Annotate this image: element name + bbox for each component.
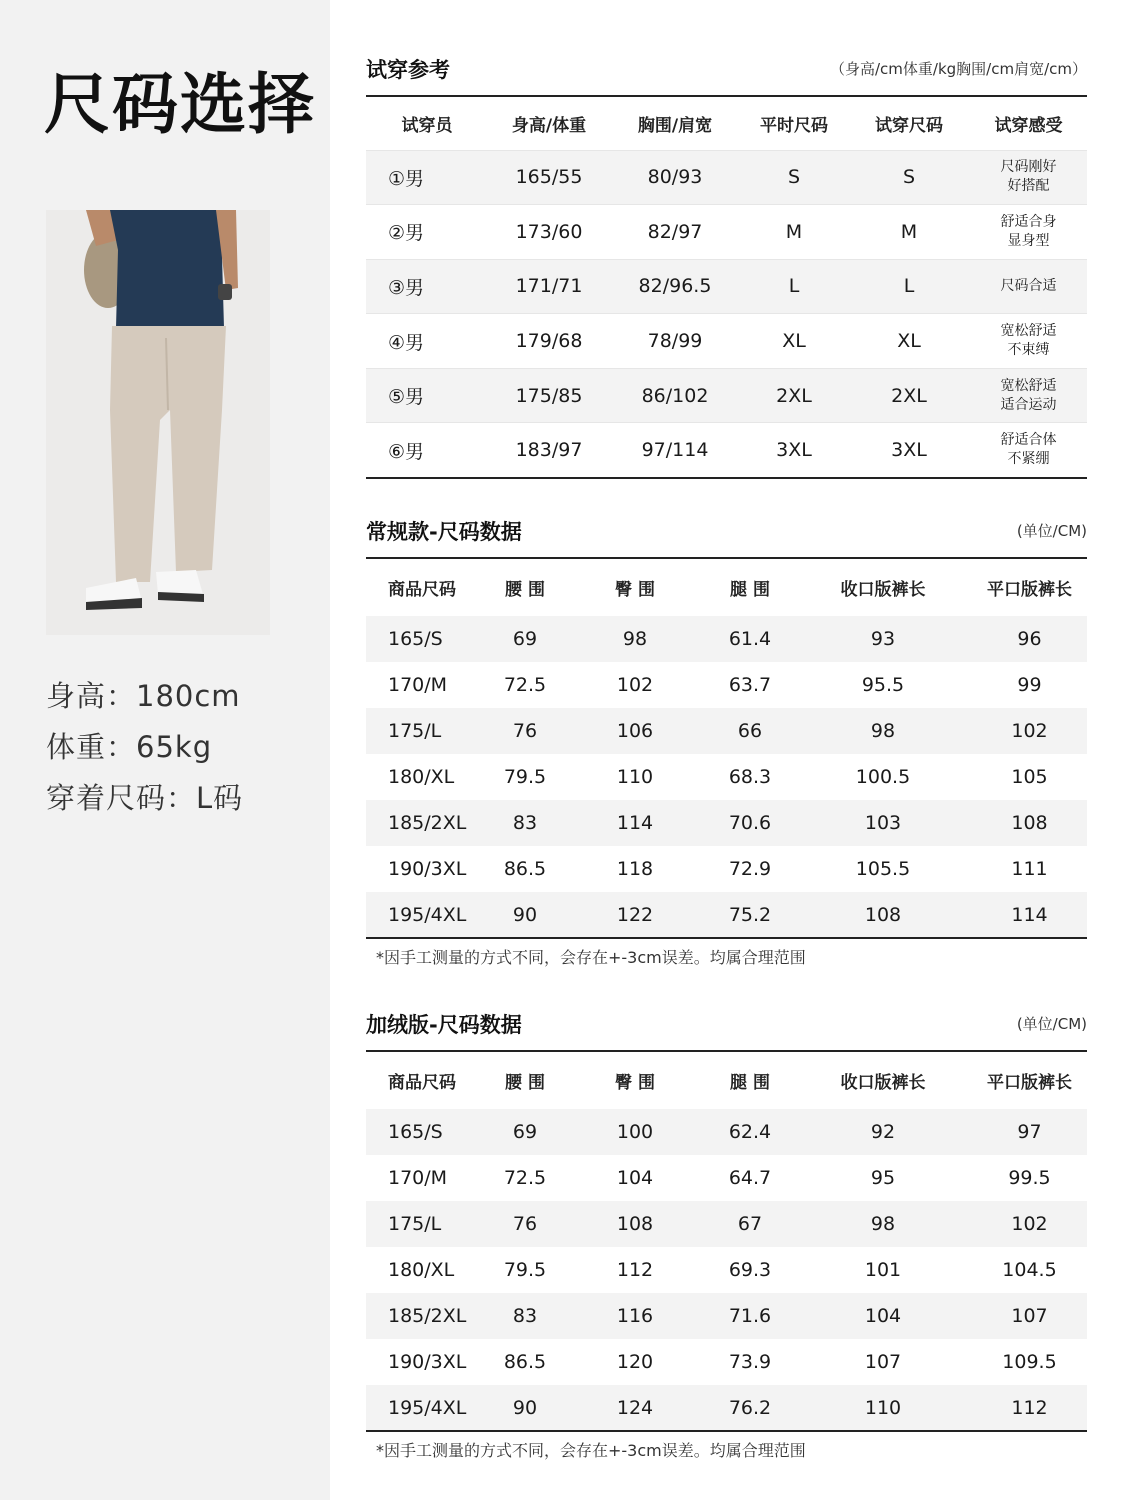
model-size: 穿着尺码：L码	[46, 781, 244, 815]
table-row	[366, 1293, 1087, 1339]
straight-length-cell: 96	[972, 616, 1087, 662]
fleece-unit: (单位/CM)	[1016, 1015, 1087, 1033]
cuffed-length-cell: 92	[794, 1109, 972, 1155]
regular-title: 常规款-尺码数据	[366, 520, 522, 544]
header-cell: 腿 围	[730, 580, 770, 600]
usual-size-cell: 3XL	[740, 423, 848, 478]
header-cell: 收口版裤长	[840, 580, 926, 600]
feeling-cell	[970, 205, 1087, 260]
tried-size-cell: 2XL	[848, 368, 970, 423]
hip-cell: 122	[564, 892, 706, 938]
hip-cell: 110	[616, 766, 654, 788]
tester-cell: ⑥男	[366, 423, 488, 478]
size-cell: 195/4XL	[366, 1385, 486, 1431]
feeling-line: 舒适合体	[1000, 432, 1057, 449]
feeling-cell	[970, 314, 1087, 369]
feeling-cell	[970, 368, 1087, 423]
table-row	[366, 259, 1087, 314]
header-cell: 试穿尺码	[875, 115, 943, 136]
feeling-line: 不紧绷	[1007, 451, 1050, 468]
straight-length-cell: 108	[972, 800, 1087, 846]
size-cell: 175/L	[366, 708, 486, 754]
header-cell: 收口版裤长	[840, 1073, 926, 1093]
table-row	[366, 846, 1087, 892]
straight-length-cell: 114	[972, 892, 1087, 938]
size-cell: 180/XL	[388, 766, 455, 788]
usual-size-cell: M	[740, 205, 848, 260]
waist-cell: 76	[486, 708, 564, 754]
thigh-cell: 64.7	[728, 1167, 772, 1189]
table-row	[366, 892, 1087, 938]
straight-length-cell: 104.5	[1002, 1259, 1057, 1281]
hip-cell: 124	[564, 1385, 706, 1431]
thigh-cell: 71.6	[706, 1293, 794, 1339]
table-row	[366, 423, 1087, 478]
table-row	[366, 368, 1087, 423]
hip-cell: 116	[564, 1293, 706, 1339]
thigh-cell: 66	[706, 708, 794, 754]
model-photo	[46, 210, 270, 635]
hip-cell: 100	[564, 1109, 706, 1155]
table-header-row	[366, 558, 1087, 616]
cuffed-length-cell: 110	[794, 1385, 972, 1431]
cuffed-length-cell: 95.5	[861, 674, 905, 696]
waist-cell: 86.5	[503, 858, 547, 880]
table-row	[366, 1247, 1087, 1293]
hip-cell: 112	[616, 1259, 654, 1281]
waist-cell: 83	[486, 800, 564, 846]
size-cell: 190/3XL	[388, 1351, 467, 1373]
thigh-cell: 75.2	[706, 892, 794, 938]
waist-cell: 69	[486, 1109, 564, 1155]
header-cell: 平口版裤长	[987, 580, 1072, 600]
fleece-section-header	[366, 1009, 1087, 1039]
table-row	[366, 708, 1087, 754]
straight-length-cell: 112	[972, 1385, 1087, 1431]
hip-cell: 118	[616, 858, 654, 880]
header-cell: 臀 围	[615, 1073, 655, 1093]
tryon-title: 试穿参考	[366, 58, 450, 82]
thigh-cell: 69.3	[728, 1259, 772, 1281]
waist-cell: 72.5	[503, 674, 547, 696]
cuffed-length-cell: 93	[794, 616, 972, 662]
tried-size-cell: S	[848, 150, 970, 205]
tryon-table	[366, 95, 1087, 479]
table-row	[366, 1339, 1087, 1385]
fleece-size-table	[366, 1050, 1087, 1432]
straight-length-cell: 105	[1011, 766, 1048, 788]
header-cell: 腰 围	[505, 1073, 545, 1093]
table-row	[366, 205, 1087, 260]
height-weight-cell: 173/60	[488, 205, 610, 260]
chest-shoulder-cell: 78/99	[610, 314, 740, 369]
chest-shoulder-cell: 86/102	[610, 368, 740, 423]
size-cell: 165/S	[366, 1109, 486, 1155]
table-header-row	[366, 1051, 1087, 1109]
feeling-line: 显身型	[1007, 232, 1050, 249]
waist-cell: 90	[486, 1385, 564, 1431]
tester-cell: ②男	[366, 205, 488, 260]
waist-cell: 79.5	[503, 766, 547, 788]
tryon-unit: （身高/cm体重/kg胸围/cm肩宽/cm）	[829, 60, 1087, 78]
cuffed-length-cell: 104	[794, 1293, 972, 1339]
thigh-cell: 61.4	[706, 616, 794, 662]
table-row	[366, 754, 1087, 800]
table-row	[366, 314, 1087, 369]
table-row	[366, 1155, 1087, 1201]
thigh-cell: 68.3	[728, 766, 772, 788]
tester-cell: ③男	[366, 259, 488, 314]
table-row	[366, 1201, 1087, 1247]
waist-cell: 79.5	[503, 1259, 547, 1281]
straight-length-cell: 99	[1017, 674, 1042, 696]
tester-cell: ①男	[366, 150, 488, 205]
header-cell: 商品尺码	[388, 1073, 456, 1093]
size-cell: 170/M	[388, 674, 448, 696]
table-row	[366, 616, 1087, 662]
feeling-cell	[970, 259, 1087, 314]
feeling-line: 适合运动	[1000, 396, 1057, 413]
chest-shoulder-cell: 80/93	[610, 150, 740, 205]
regular-note: *因手工测量的方式不同，会存在+-3cm误差。均属合理范围	[376, 948, 806, 967]
thigh-cell: 73.9	[728, 1351, 772, 1373]
header-cell: 商品尺码	[388, 580, 456, 600]
feeling-cell	[970, 150, 1087, 205]
header-cell: 平口版裤长	[987, 1073, 1072, 1093]
thigh-cell: 76.2	[706, 1385, 794, 1431]
sidebar	[0, 0, 330, 1500]
waist-cell: 86.5	[503, 1351, 547, 1373]
tester-cell: ④男	[366, 314, 488, 369]
hip-cell: 106	[564, 708, 706, 754]
page-title: 尺码选择	[44, 66, 316, 143]
feeling-line: 尺码合适	[1000, 277, 1057, 294]
cuffed-length-cell: 101	[864, 1259, 902, 1281]
straight-length-cell: 102	[972, 708, 1087, 754]
size-cell: 195/4XL	[366, 892, 486, 938]
size-cell: 180/XL	[388, 1259, 455, 1281]
straight-length-cell: 102	[972, 1201, 1087, 1247]
hip-cell: 98	[564, 616, 706, 662]
feeling-line: 好搭配	[1007, 178, 1050, 195]
model-info	[46, 676, 243, 829]
fleece-note: *因手工测量的方式不同，会存在+-3cm误差。均属合理范围	[376, 1441, 806, 1460]
usual-size-cell: 2XL	[740, 368, 848, 423]
fleece-title: 加绒版-尺码数据	[366, 1013, 522, 1037]
cuffed-length-cell: 103	[794, 800, 972, 846]
size-cell: 190/3XL	[388, 858, 467, 880]
hip-cell: 102	[616, 674, 654, 696]
hip-cell: 104	[616, 1167, 654, 1189]
waist-cell: 90	[486, 892, 564, 938]
table-row	[366, 662, 1087, 708]
table-row	[366, 800, 1087, 846]
straight-length-cell: 111	[1011, 858, 1048, 880]
cuffed-length-cell: 100.5	[855, 766, 911, 788]
thigh-cell: 72.9	[728, 858, 772, 880]
straight-length-cell: 99.5	[1008, 1167, 1051, 1189]
regular-unit: (单位/CM)	[1016, 522, 1087, 540]
table-row	[366, 1109, 1087, 1155]
tester-cell: ⑤男	[366, 368, 488, 423]
model-figure-illustration	[46, 210, 270, 635]
feeling-cell	[970, 423, 1087, 478]
feeling-line: 宽松舒适	[1000, 323, 1057, 340]
regular-section-header	[366, 516, 1087, 546]
header-cell: 身高/体重	[511, 115, 587, 136]
size-cell: 170/M	[388, 1167, 448, 1189]
straight-length-cell: 107	[972, 1293, 1087, 1339]
header-cell: 腿 围	[730, 1073, 770, 1093]
table-row	[366, 150, 1087, 205]
size-cell: 185/2XL	[366, 1293, 486, 1339]
model-height: 身高：180cm	[46, 679, 241, 713]
waist-cell: 69	[486, 616, 564, 662]
table-header-row	[366, 96, 1087, 150]
header-cell: 胸围/肩宽	[637, 115, 713, 136]
height-weight-cell: 183/97	[488, 423, 610, 478]
model-weight: 体重：65kg	[46, 730, 213, 764]
cuffed-length-cell: 108	[794, 892, 972, 938]
header-cell: 臀 围	[615, 580, 655, 600]
thigh-cell: 63.7	[728, 674, 772, 696]
cuffed-length-cell: 105.5	[855, 858, 911, 880]
table-row	[366, 1385, 1087, 1431]
tried-size-cell: M	[848, 205, 970, 260]
thigh-cell: 70.6	[706, 800, 794, 846]
hip-cell: 120	[616, 1351, 654, 1373]
feeling-line: 宽松舒适	[1000, 377, 1057, 394]
tried-size-cell: 3XL	[848, 423, 970, 478]
tried-size-cell: L	[848, 259, 970, 314]
usual-size-cell: XL	[740, 314, 848, 369]
cuffed-length-cell: 98	[794, 708, 972, 754]
tryon-section-header	[366, 54, 1087, 84]
height-weight-cell: 171/71	[488, 259, 610, 314]
waist-cell: 83	[486, 1293, 564, 1339]
waist-cell: 72.5	[503, 1167, 547, 1189]
usual-size-cell: L	[740, 259, 848, 314]
straight-length-cell: 109.5	[1002, 1351, 1057, 1373]
waist-cell: 76	[486, 1201, 564, 1247]
height-weight-cell: 179/68	[488, 314, 610, 369]
usual-size-cell: S	[740, 150, 848, 205]
regular-size-table	[366, 557, 1087, 939]
size-cell: 185/2XL	[366, 800, 486, 846]
height-weight-cell: 165/55	[488, 150, 610, 205]
cuffed-length-cell: 98	[794, 1201, 972, 1247]
thigh-cell: 67	[706, 1201, 794, 1247]
feeling-line: 舒适合身	[1000, 213, 1057, 230]
size-cell: 175/L	[366, 1201, 486, 1247]
hip-cell: 114	[564, 800, 706, 846]
chest-shoulder-cell: 82/97	[610, 205, 740, 260]
chest-shoulder-cell: 97/114	[610, 423, 740, 478]
cuffed-length-cell: 107	[864, 1351, 902, 1373]
header-cell: 平时尺码	[760, 115, 828, 136]
header-cell: 试穿员	[401, 115, 453, 136]
chest-shoulder-cell: 82/96.5	[610, 259, 740, 314]
header-cell: 试穿感受	[994, 115, 1063, 136]
feeling-line: 不束缚	[1007, 342, 1050, 359]
feeling-line: 尺码刚好	[1000, 159, 1057, 176]
header-cell: 腰 围	[505, 580, 545, 600]
straight-length-cell: 97	[972, 1109, 1087, 1155]
cuffed-length-cell: 95	[870, 1167, 896, 1189]
hip-cell: 108	[564, 1201, 706, 1247]
height-weight-cell: 175/85	[488, 368, 610, 423]
tried-size-cell: XL	[848, 314, 970, 369]
size-cell: 165/S	[366, 616, 486, 662]
thigh-cell: 62.4	[706, 1109, 794, 1155]
